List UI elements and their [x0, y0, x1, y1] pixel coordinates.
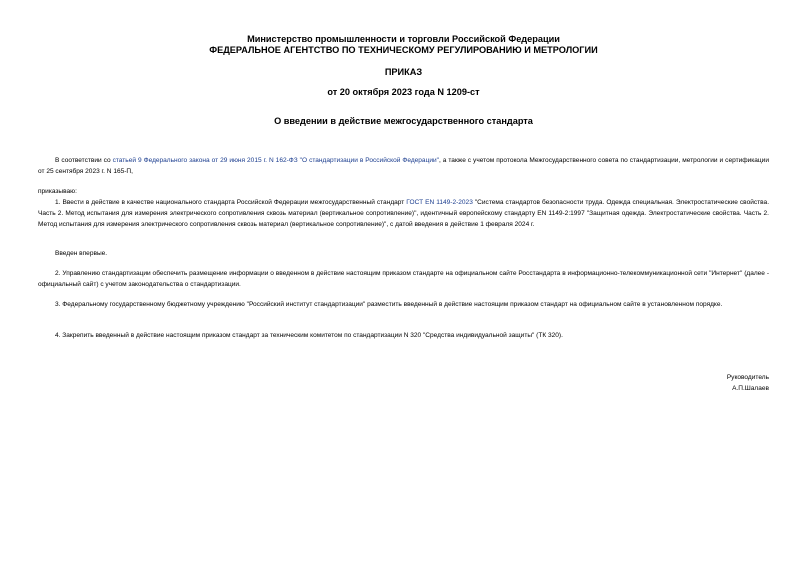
intro-note: Введен впервые. [55, 250, 108, 257]
document-type: ПРИКАЗ [384, 67, 423, 77]
item-2-paragraph: 2. Управлению стандартизации обеспечить размещение информации о введенном в действие настоящим приказом стандарте на официальном сайте Росстандарта в информационно-телекоммуникационной сети "Интернет" (далее - официальный сайт) с учетом законодательства о стандартизации. [38, 270, 769, 288]
signature-role: Руководитель [726, 374, 769, 381]
item-1-rest: "Система стандартов безопасности труда. Одежда специальная. Электростатические свойства. Часть 2. Метод испытания для измерения электрического сопротивления сквозь материал (вертикальное сопротивление)", идентичный европейскому стандарту EN 1149-2:1997 "Защитная одежда. Электростатические свойства. Часть 2. Метод испытания для измерения электрического сопротивления сквозь материал (вертикальное сопротивление)", с датой введения в действие 1 февраля 2024 г. [38, 199, 770, 228]
agency-title: ФЕДЕРАЛЬНОЕ АГЕНТСТВО ПО ТЕХНИЧЕСКОМУ РЕГУЛИРОВАНИЮ И МЕТРОЛОГИИ [209, 45, 598, 55]
preamble-paragraph [38, 155, 769, 177]
item-3-paragraph: 3. Федеральному государственному бюджетному учреждению "Российский институт стандартизации" разместить введенный в действие настоящим приказом стандарт на официальном сайте в установленном порядке. [55, 301, 723, 308]
item-1-paragraph [38, 197, 769, 230]
order-directive: приказываю: [38, 188, 77, 195]
law-link[interactable]: статьей 9 Федерального закона от 29 июня 2015 г. N 162-ФЗ "О стандартизации в Российской Федерации" [112, 157, 439, 164]
preamble-lead: В соответствии со [55, 157, 113, 164]
preamble-rest: , а также с учетом протокола Межгосударственного совета по стандартизации, метрологии и сертификации от 25 сентября 2023 г. N 165-П, [38, 157, 769, 175]
signature-name: А.П.Шалаев [732, 385, 769, 392]
ministry-title: Министерство промышленности и торговли Российской Федерации [247, 34, 560, 44]
document-subject: О введении в действие межгосударственного стандарта [274, 116, 533, 126]
item-4-paragraph: 4. Закрепить введенный в действие настоящим приказом стандарт за техническим комитетом по стандартизации N 320 "Средства индивидуальной защиты" (ТК 320). [55, 332, 563, 339]
item-1-lead: 1. Ввести в действие в качестве национального стандарта Российской Федерации межгосударственный стандарт [55, 199, 407, 206]
document-date: от 20 октября 2023 года N 1209-ст [327, 87, 480, 97]
standard-link[interactable]: ГОСТ EN 1149-2-2023 [406, 199, 473, 206]
